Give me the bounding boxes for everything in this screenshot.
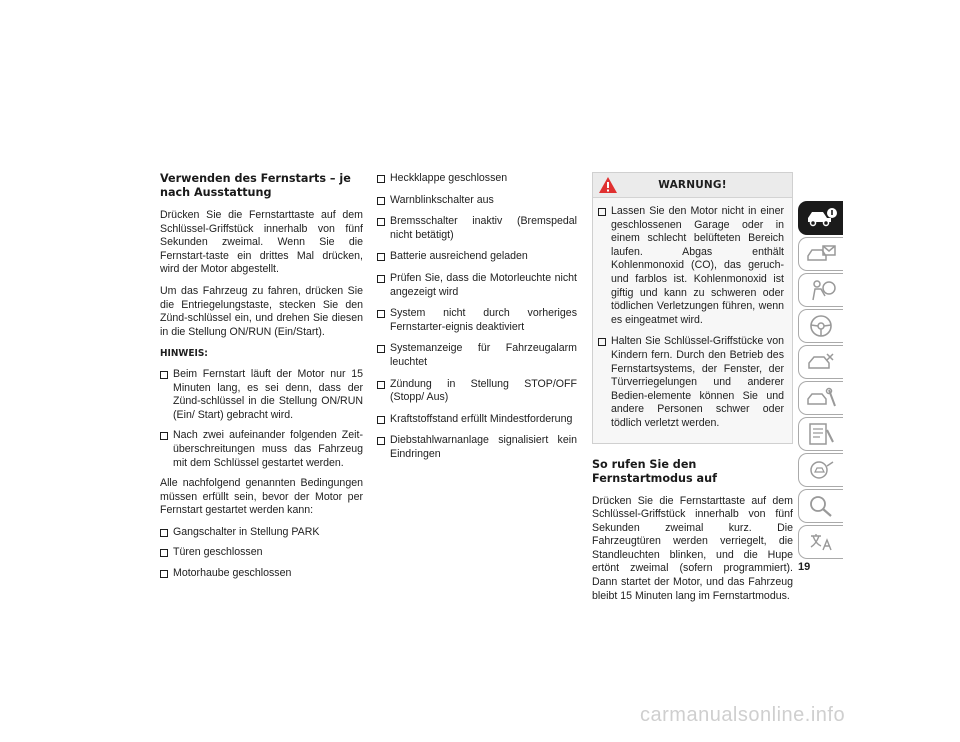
car-key-icon <box>805 458 839 482</box>
paragraph: Drücken Sie die Fernstarttaste auf dem Schlüssel-Griffstück innerhalb von fünf Sekunden zweimal. Wenn Sie die Fernstart-taste ein drittes Mal drücken, wird der Motor abgestellt. <box>160 209 363 276</box>
warning-header <box>593 173 792 198</box>
list-item <box>377 215 577 242</box>
square-bullet-icon <box>377 218 385 226</box>
steering-wheel-icon <box>805 314 839 338</box>
list-item <box>160 546 363 560</box>
square-bullet-icon <box>160 570 168 578</box>
list-item <box>377 307 577 334</box>
list-item <box>377 413 577 427</box>
list-item-text: Heckklappe geschlossen <box>390 172 508 184</box>
list-item <box>377 272 577 299</box>
warning-list <box>598 205 784 431</box>
list-item <box>160 526 363 540</box>
tab-checklist[interactable] <box>798 417 843 451</box>
note-list <box>160 368 363 470</box>
page-number: 19 <box>798 561 811 573</box>
list-item-text: Gangschalter in Stellung PARK <box>173 525 320 538</box>
tab-car-info[interactable] <box>798 201 843 235</box>
list-item-text: Diebstahlwarnanlage signalisiert kein Eindringen <box>390 434 577 460</box>
paragraph: Alle nachfolgend genannten Bedingungen müssen erfüllt sein, bevor der Motor per Fernstart gestartet werden kann: <box>160 477 363 517</box>
square-bullet-icon <box>377 175 385 183</box>
tab-car-wrench[interactable] <box>798 381 843 415</box>
square-bullet-icon <box>377 345 385 353</box>
square-bullet-icon <box>160 529 168 537</box>
list-item-text: Prüfen Sie, dass die Motorleuchte nicht angezeigt wird <box>390 271 577 298</box>
square-bullet-icon <box>377 253 385 261</box>
square-bullet-icon <box>377 275 385 283</box>
column-left <box>160 172 363 588</box>
column-middle <box>377 172 577 470</box>
list-item <box>160 429 363 470</box>
square-bullet-icon <box>377 381 385 389</box>
list-item-text: Türen geschlossen <box>173 546 263 559</box>
list-item <box>598 335 784 430</box>
square-bullet-icon <box>377 310 385 318</box>
list-item-text: Bremsschalter inaktiv (Bremspedal nicht betätigt) <box>390 215 577 241</box>
conditions-list <box>160 526 363 581</box>
list-item <box>377 250 577 264</box>
car-mail-icon <box>805 242 839 266</box>
warning-body <box>593 198 792 443</box>
list-item-text: Systemanzeige für Fahrzeugalarm leuchtet <box>390 342 577 368</box>
list-item <box>377 378 577 405</box>
tab-steering[interactable] <box>798 309 843 343</box>
list-item <box>377 194 577 208</box>
warning-box <box>592 172 793 444</box>
square-bullet-icon <box>598 338 606 346</box>
square-bullet-icon <box>377 197 385 205</box>
list-item-text: Warnblinkschalter aus <box>390 193 494 206</box>
watermark: carmanualsonline.info <box>640 704 846 726</box>
list-item <box>160 368 363 422</box>
warning-triangle-icon <box>598 176 618 194</box>
square-bullet-icon <box>377 416 385 424</box>
list-item <box>377 172 577 186</box>
tab-car-key[interactable] <box>798 453 843 487</box>
list-item-text: Halten Sie Schlüssel-Griffstücke von Kindern fern. Durch den Betrieb des Fernstartsystems, der Fenster, der Türverriegelungen und anderer Bedien-elemente können Sie und andere Personen schwer oder tödlich verletzt werden. <box>611 335 784 429</box>
list-item-text: Batterie ausreichend geladen <box>390 250 528 263</box>
column-right <box>592 172 793 611</box>
tab-airbag[interactable] <box>798 273 843 307</box>
section-heading-remote-start: Verwenden des Fernstarts – je nach Ausstattung <box>160 172 351 199</box>
section-heading-remote-start-mode: So rufen Sie den Fernstartmodus auf <box>592 457 717 485</box>
tab-language[interactable] <box>798 525 843 559</box>
list-item <box>377 342 577 369</box>
list-item-text: Zündung in Stellung STOP/OFF (Stopp/ Aus) <box>390 377 577 404</box>
checklist-wrench-icon <box>805 422 839 446</box>
square-bullet-icon <box>598 208 606 216</box>
list-item <box>160 567 363 581</box>
conditions-list-continued <box>377 172 577 462</box>
tab-car-mail[interactable] <box>798 237 843 271</box>
magnifier-icon <box>805 494 839 518</box>
paragraph: Um das Fahrzeug zu fahren, drücken Sie die Entriegelungstaste, stecken Sie den Zünd-schlüssel ein, und drehen Sie diesen in die Stellung ON/RUN (Ein/Start). <box>160 284 363 338</box>
car-crash-icon <box>805 350 839 374</box>
list-item-text: Lassen Sie den Motor nicht in einer geschlossenen Garage oder in einem schlecht belüfteten Bereich laufen. Abgas enthält Kohlenmonoxid (CO), das geruch- und farblos ist. Kohlenmonoxid ist giftig und kann zu schweren oder tödlichen Verletzungen führen, wenn es eingeatmet wird. <box>611 205 784 326</box>
tab-search[interactable] <box>798 489 843 523</box>
list-item-text: System nicht durch vorheriges Fernstarter-eignis deaktiviert <box>390 307 577 333</box>
square-bullet-icon <box>160 432 168 440</box>
warning-title: WARNUNG! <box>658 179 727 191</box>
paragraph: Drücken Sie die Fernstarttaste auf dem Schlüssel-Griffstück innerhalb von fünf Sekunden zweimal kurz. Die Fahrzeugtüren werden verriegelt, die Standleuchten blinken, und die Hupe ertönt zweimal (sofern programmiert). Dann startet der Motor, und das Fahrzeug bleibt 15 Minuten lang im Fernstartmodus. <box>592 494 793 602</box>
car-wrench-icon <box>805 386 839 410</box>
list-item-text: Kraftstoffstand erfüllt Mindestforderung <box>390 412 573 425</box>
list-item-text: Nach zwei aufeinander folgenden Zeit-überschreitungen muss das Fahrzeug mit dem Schlüssel gestartet werden. <box>173 429 363 469</box>
language-icon <box>805 530 839 554</box>
list-item <box>598 205 784 327</box>
square-bullet-icon <box>160 371 168 379</box>
square-bullet-icon <box>377 437 385 445</box>
car-info-icon <box>805 206 839 230</box>
square-bullet-icon <box>160 549 168 557</box>
tab-car-crash[interactable] <box>798 345 843 379</box>
list-item <box>377 434 577 461</box>
airbag-person-icon <box>805 278 839 302</box>
list-item-text: Beim Fernstart läuft der Motor nur 15 Minuten lang, es sei denn, dass der Zünd-schlüssel in die Stellung ON/RUN (Ein/ Start) gebracht wird. <box>173 367 363 421</box>
note-label: HINWEIS: <box>160 348 208 360</box>
list-item-text: Motorhaube geschlossen <box>173 567 292 580</box>
